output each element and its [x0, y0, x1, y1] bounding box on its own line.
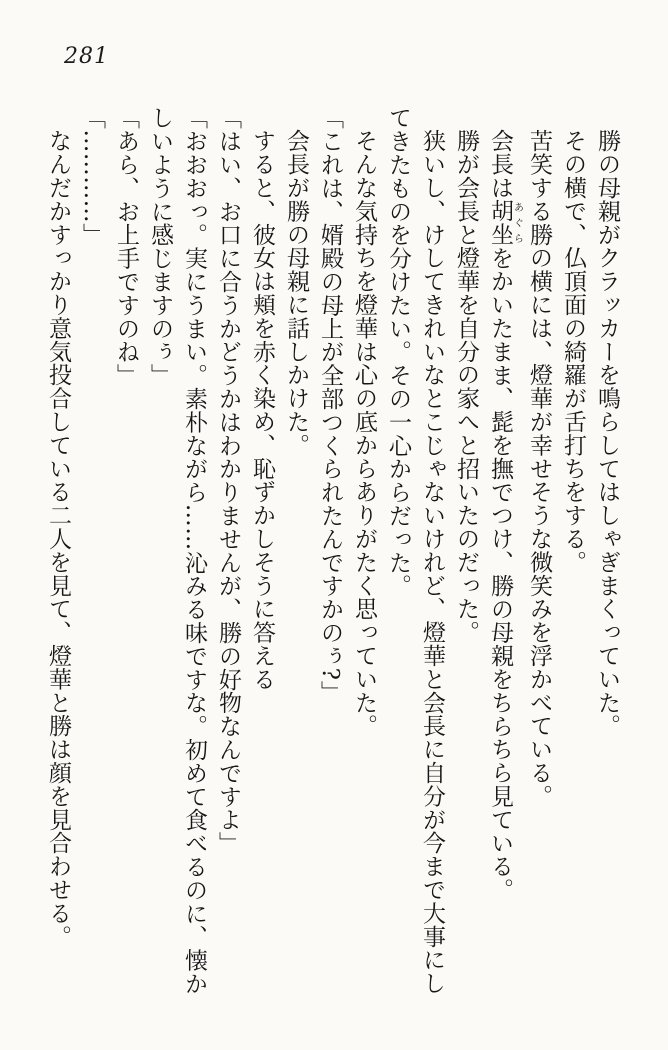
paragraph: その横で、仏頂面の綺羅が舌打ちをする。 — [560, 129, 586, 574]
paragraph: 勝が会長と燈華を自分の家へと招いたのだった。 — [453, 129, 479, 644]
paragraph: なんだかすっかり意気投合している二人を見て、燈華と勝は顔を見合わせる。 — [45, 129, 71, 948]
paragraph: 会長は胡坐あぐらをかいたまま、髭を撫でつけ、勝の母親をちらちら見ている。 — [487, 129, 523, 902]
vertical-text-block — [44, 106, 624, 999]
paragraph: 苦笑する勝の横には、燈華が幸せそうな微笑みを浮かべている。 — [526, 129, 552, 808]
paragraph: 「これは、婿殿の母上が全部つくられたんですかのぅ?」 — [317, 106, 343, 704]
paragraph: 「…………」 — [79, 106, 105, 247]
paragraph: すると、彼女は頬を赤く染め、恥ずかしそうに答える — [249, 129, 275, 691]
paragraph: そんな気持ちを燈華は心の底からありがたく思っていた。 — [351, 129, 377, 738]
paragraph: 勝の母親がクラッカーを鳴らしてはしゃぎまくっていた。 — [594, 129, 620, 738]
paragraph: 「おおおっ。実にうまい。素朴ながら……沁みる味ですな。初めて食べるのに、懐かしいように感じますのぅ」 — [147, 106, 207, 996]
paragraph: 会長が勝の母親に話しかけた。 — [283, 129, 309, 457]
page-number: 281 — [64, 44, 109, 69]
paragraph: 「はい、お口に合うかどうかはわかりませんが、勝の好物なんですよ」 — [215, 106, 241, 855]
paragraph: 狭いし、けしてきれいなとこじゃないけれど、燈華と会長に自分が今まで大事にしてきたものを分けたい。その一心からだった。 — [385, 106, 445, 995]
furigana-annotation: 胡坐あぐら — [487, 199, 523, 247]
paragraph: 「あら、お上手ですのね」 — [113, 106, 139, 387]
